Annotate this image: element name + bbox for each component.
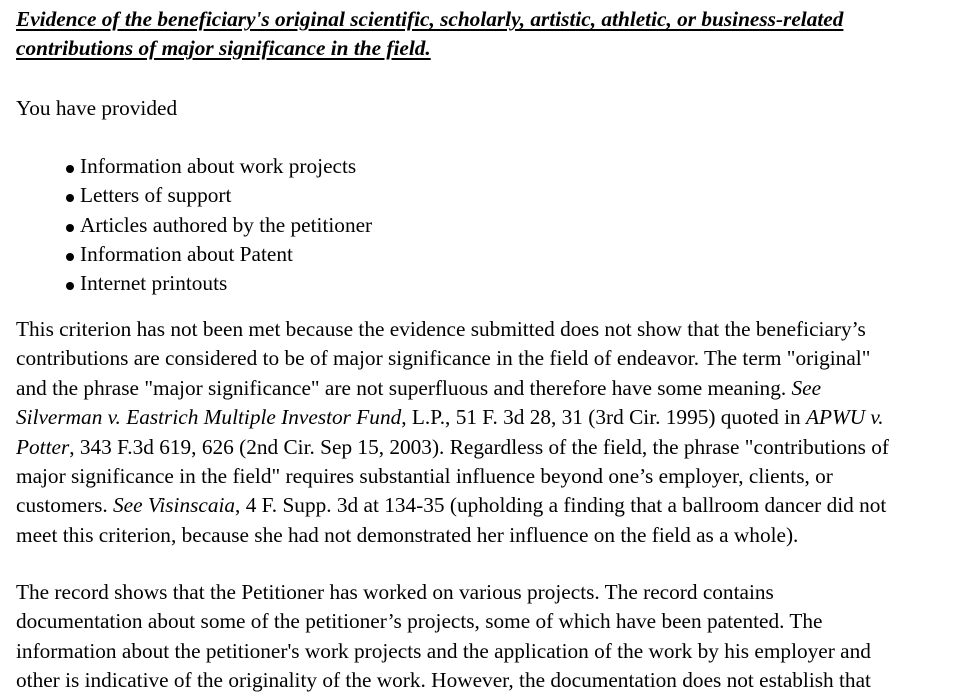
heading-line-1: Evidence of the beneficiary's original scientific, scholarly, artistic, athletic, or business-related: [16, 7, 844, 31]
case-name: Potter: [16, 434, 70, 459]
bullet-icon: [66, 253, 74, 261]
text-run: customers.: [16, 493, 114, 518]
paragraph-line: major significance in the field" requires substantial influence beyond one’s employer, clients, or: [16, 464, 833, 489]
list-item: [64, 181, 372, 210]
bullet-icon: [66, 224, 74, 232]
bullet-icon: [66, 194, 74, 202]
paragraph-line: This criterion has not been met because the evidence submitted does not show that the beneficiary’s: [16, 317, 866, 341]
intro-text: You have provided: [16, 96, 178, 120]
heading-line-2: contributions of major significance in the field.: [16, 36, 431, 60]
paragraph-line: [16, 403, 964, 432]
text-run: and the phrase "major significance" are not superfluous and therefore have some meaning.: [16, 375, 792, 400]
analysis-paragraph: [16, 315, 964, 550]
list-item-label: Letters of support: [80, 183, 232, 208]
list-item: [64, 152, 372, 181]
case-name: Silverman v. Eastrich Multiple Investor Fund: [16, 405, 402, 430]
paragraph-line: [16, 433, 964, 462]
paragraph-line: documentation about some of the petitioner’s projects, some of which have been patented. The: [16, 609, 823, 634]
evidence-list: [64, 152, 372, 298]
list-item-label: Articles authored by the petitioner: [80, 212, 373, 237]
list-item-label: Internet printouts: [80, 271, 228, 296]
bullet-icon: [66, 282, 74, 290]
paragraph-line: [16, 374, 964, 403]
list-item-label: Information about work projects: [80, 154, 357, 178]
text-run: , L.P., 51 F. 3d 28, 31 (3rd Cir. 1995) quoted in: [401, 405, 806, 430]
text-run: , 4 F. Supp. 3d at 134-35 (upholding a finding that a ballroom dancer did not: [235, 493, 887, 518]
paragraph-line: information about the petitioner's work projects and the application of the work by his employer and: [16, 638, 871, 663]
paragraph-line: [16, 491, 964, 520]
paragraph-line: meet this criterion, because she had not demonstrated her influence on the field as a whole).: [16, 522, 799, 547]
bullet-icon: [66, 165, 74, 173]
case-name: APWU v.: [805, 405, 884, 430]
criterion-heading: [16, 5, 956, 63]
list-item-label: Information about Patent: [80, 241, 293, 266]
paragraph-line: other is indicative of the originality of the work. However, the documentation does not establish that: [16, 668, 871, 693]
list-item: [64, 240, 372, 269]
case-name: See Visinscaia: [113, 493, 236, 518]
record-paragraph: [16, 578, 964, 696]
list-item: [64, 211, 372, 240]
paragraph-line: The record shows that the Petitioner has worked on various projects. The record contains: [16, 580, 774, 604]
paragraph-line: contributions are considered to be of major significance in the field of endeavor. The term "original": [16, 346, 871, 371]
text-run: , 343 F.3d 619, 626 (2nd Cir. Sep 15, 2003). Regardless of the field, the phrase "contributions of: [69, 434, 889, 459]
list-item: [64, 269, 372, 298]
citation-signal: See: [791, 375, 822, 400]
